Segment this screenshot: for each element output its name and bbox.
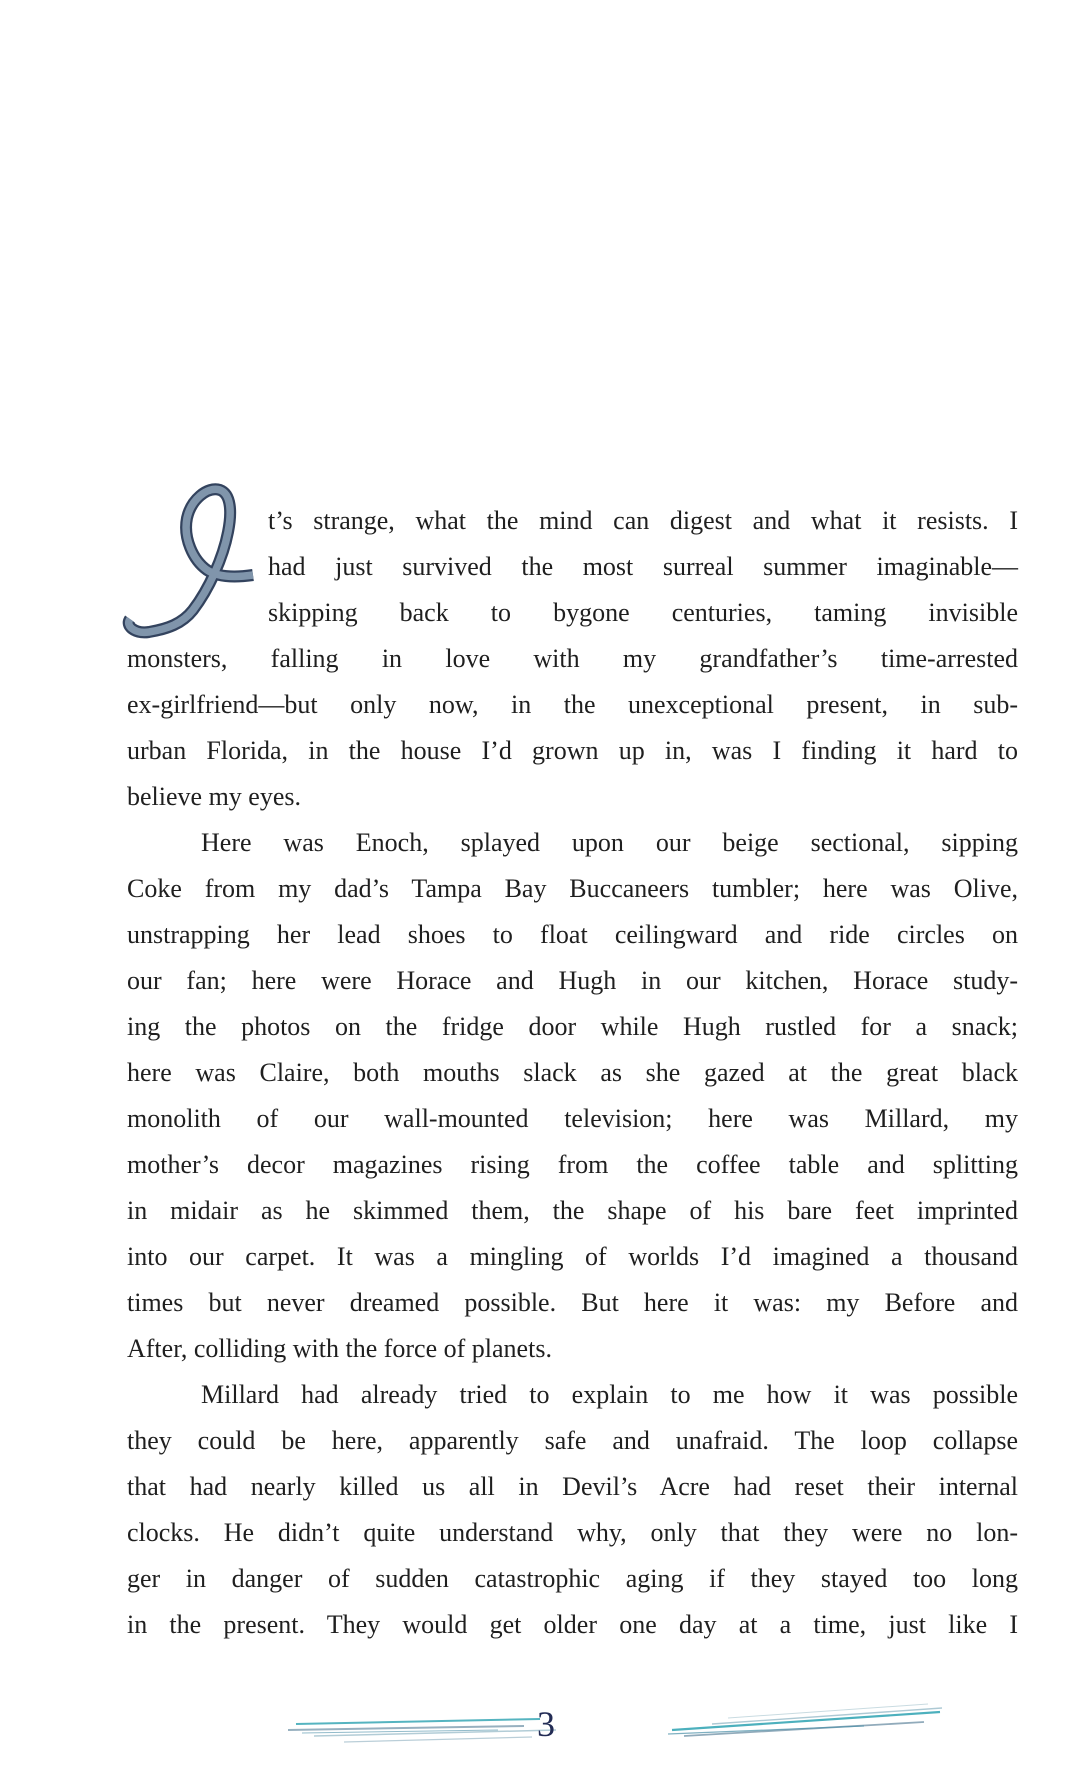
text-line: our fan; here were Horace and Hugh in our kitchen, Horace study- [127, 966, 1018, 995]
text-line: skipping back to bygone centuries, taming invisible [268, 598, 1018, 627]
text-line: ex-girlfriend—but only now, in the unexceptional present, in sub- [127, 690, 1018, 719]
text-line: here was Claire, both mouths slack as she gazed at the great black [127, 1058, 1018, 1087]
text-line: times but never dreamed possible. But here it was: my Before and [127, 1288, 1018, 1317]
text-line: t’s strange, what the mind can digest and what it resists. I [268, 506, 1018, 535]
text-line: ger in danger of sudden catastrophic aging if they stayed too long [127, 1564, 1018, 1593]
text-line: unstrapping her lead shoes to float ceilingward and ride circles on [127, 920, 1018, 949]
text-line: believe my eyes. [127, 782, 301, 811]
text-line: that had nearly killed us all in Devil’s Acre had reset their internal [127, 1472, 1018, 1501]
body-text-block [127, 498, 1018, 1648]
text-line: into our carpet. It was a mingling of worlds I’d imagined a thousand [127, 1242, 1018, 1271]
flourish-stroke [672, 1712, 940, 1730]
page-number: 3 [537, 1704, 555, 1744]
text-line: monolith of our wall-mounted television; here was Millard, my [127, 1104, 1018, 1133]
text-line: they could be here, apparently safe and unafraid. The loop collapse [127, 1426, 1018, 1455]
text-line: Here was Enoch, splayed upon our beige sectional, sipping [201, 828, 1018, 857]
text-line: After, colliding with the force of planets. [127, 1334, 552, 1363]
drop-cap-glyph-I [127, 486, 262, 646]
text-line: monsters, falling in love with my grandfather’s time-arrested [127, 644, 1018, 673]
drop-cap [127, 498, 268, 636]
footer-flourish-right [668, 1700, 948, 1744]
text-line: ing the photos on the fridge door while Hugh rustled for a snack; [127, 1012, 1018, 1041]
text-line: mother’s decor magazines rising from the coffee table and splitting [127, 1150, 1018, 1179]
text-line: clocks. He didn’t quite understand why, only that they were no lon- [127, 1518, 1018, 1547]
text-line: urban Florida, in the house I’d grown up in, was I finding it hard to [127, 736, 1018, 765]
text-line: in midair as he skimmed them, the shape of his bare feet imprinted [127, 1196, 1018, 1225]
text-line: Millard had already tried to explain to me how it was possible [201, 1380, 1018, 1409]
text-line: had just survived the most surreal summer imaginable— [268, 552, 1018, 581]
text-line: Coke from my dad’s Tampa Bay Buccaneers tumbler; here was Olive, [127, 874, 1018, 903]
flourish-stroke [712, 1708, 942, 1724]
page-footer [0, 1698, 1092, 1758]
text-line: in the present. They would get older one day at a time, just like I [127, 1610, 1018, 1639]
